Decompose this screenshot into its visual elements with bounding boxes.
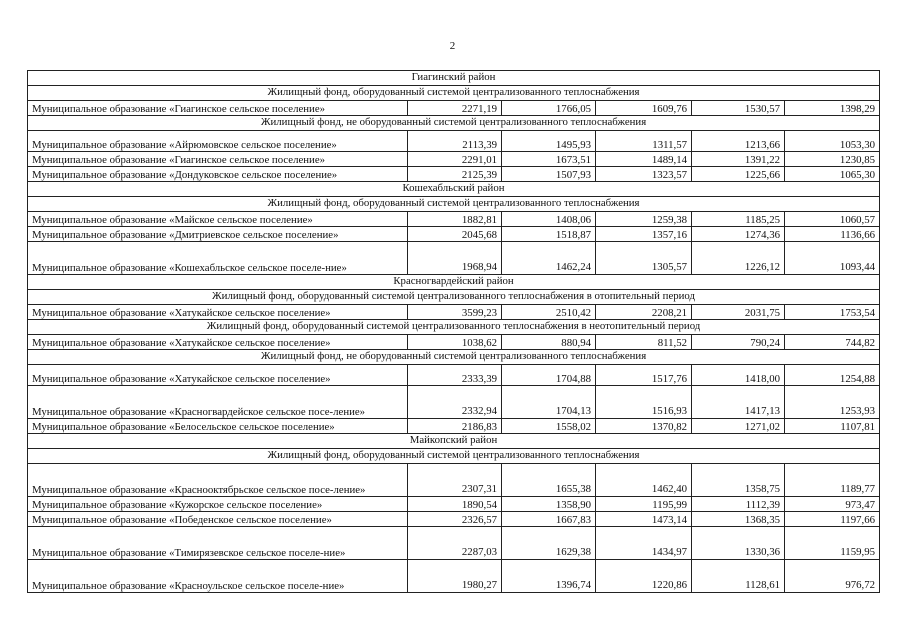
section-heading-row — [28, 86, 880, 101]
value-cell-3: 1259,38 — [596, 212, 692, 227]
section-heading: Жилищный фонд, оборудованный системой централизованного теплоснабжения — [28, 197, 880, 212]
value-cell-1: 2113,39 — [408, 131, 502, 152]
value-cell-1: 1980,27 — [408, 560, 502, 593]
value-cell-5: 744,82 — [785, 335, 880, 350]
value-cell-1: 2307,31 — [408, 464, 502, 497]
table-row — [28, 527, 880, 560]
table-body — [28, 71, 880, 593]
value-cell-1: 2125,39 — [408, 167, 502, 182]
value-cell-4: 1358,75 — [692, 464, 785, 497]
value-cell-4: 2031,75 — [692, 305, 785, 320]
table-row — [28, 227, 880, 242]
value-cell-1: 2326,57 — [408, 512, 502, 527]
value-cell-5: 1254,88 — [785, 365, 880, 386]
section-heading-row — [28, 197, 880, 212]
value-cell-5: 1060,57 — [785, 212, 880, 227]
section-heading-row — [28, 290, 880, 305]
municipality-name-cell: Муниципальное образование «Хатукайское сельское поселение» — [28, 365, 408, 386]
municipality-name-cell: Муниципальное образование «Гиагинское сельское поселение» — [28, 101, 408, 116]
section-heading: Жилищный фонд, не оборудованный системой централизованного теплоснабжения — [28, 350, 880, 365]
value-cell-4: 1225,66 — [692, 167, 785, 182]
value-cell-4: 1271,02 — [692, 419, 785, 434]
value-cell-5: 1197,66 — [785, 512, 880, 527]
value-cell-2: 1667,83 — [502, 512, 596, 527]
value-cell-1: 2287,03 — [408, 527, 502, 560]
value-cell-3: 1195,99 — [596, 497, 692, 512]
value-cell-2: 1462,24 — [502, 242, 596, 275]
municipality-name-cell: Муниципальное образование «Кошехабльское сельское поселе-ние» — [28, 242, 408, 275]
value-cell-5: 1065,30 — [785, 167, 880, 182]
value-cell-3: 1305,57 — [596, 242, 692, 275]
value-cell-1: 3599,23 — [408, 305, 502, 320]
value-cell-3: 1462,40 — [596, 464, 692, 497]
section-heading: Гиагинский район — [28, 71, 880, 86]
value-cell-4: 1274,36 — [692, 227, 785, 242]
value-cell-1: 2271,19 — [408, 101, 502, 116]
value-cell-2: 1408,06 — [502, 212, 596, 227]
table-row — [28, 131, 880, 152]
value-cell-5: 976,72 — [785, 560, 880, 593]
value-cell-2: 880,94 — [502, 335, 596, 350]
value-cell-1: 1038,62 — [408, 335, 502, 350]
value-cell-3: 811,52 — [596, 335, 692, 350]
value-cell-4: 1418,00 — [692, 365, 785, 386]
tariff-table — [27, 70, 880, 593]
section-heading-row — [28, 71, 880, 86]
table-row — [28, 212, 880, 227]
value-cell-3: 1489,14 — [596, 152, 692, 167]
value-cell-5: 1189,77 — [785, 464, 880, 497]
value-cell-3: 1311,57 — [596, 131, 692, 152]
value-cell-5: 973,47 — [785, 497, 880, 512]
section-heading: Майкопский район — [28, 434, 880, 449]
value-cell-1: 2186,83 — [408, 419, 502, 434]
value-cell-4: 1185,25 — [692, 212, 785, 227]
value-cell-5: 1230,85 — [785, 152, 880, 167]
table-row — [28, 464, 880, 497]
value-cell-4: 1213,66 — [692, 131, 785, 152]
value-cell-2: 1629,38 — [502, 527, 596, 560]
value-cell-2: 1358,90 — [502, 497, 596, 512]
value-cell-2: 1766,05 — [502, 101, 596, 116]
table-row — [28, 512, 880, 527]
value-cell-3: 1473,14 — [596, 512, 692, 527]
value-cell-4: 1330,36 — [692, 527, 785, 560]
table-row — [28, 305, 880, 320]
value-cell-3: 1370,82 — [596, 419, 692, 434]
municipality-name-cell: Муниципальное образование «Кужорское сельское поселение» — [28, 497, 408, 512]
table-row — [28, 242, 880, 275]
value-cell-4: 1368,35 — [692, 512, 785, 527]
municipality-name-cell: Муниципальное образование «Победенское сельское поселение» — [28, 512, 408, 527]
value-cell-5: 1093,44 — [785, 242, 880, 275]
value-cell-4: 790,24 — [692, 335, 785, 350]
table-row — [28, 419, 880, 434]
municipality-name-cell: Муниципальное образование «Хатукайское сельское поселение» — [28, 335, 408, 350]
value-cell-4: 1530,57 — [692, 101, 785, 116]
value-cell-2: 1704,88 — [502, 365, 596, 386]
page-number: 2 — [449, 40, 456, 52]
value-cell-1: 1890,54 — [408, 497, 502, 512]
municipality-name-cell: Муниципальное образование «Краснооктябрьское сельское посе-ление» — [28, 464, 408, 497]
value-cell-3: 1220,86 — [596, 560, 692, 593]
value-cell-3: 1516,93 — [596, 386, 692, 419]
section-heading: Жилищный фонд, оборудованный системой централизованного теплоснабжения — [28, 449, 880, 464]
value-cell-2: 2510,42 — [502, 305, 596, 320]
value-cell-2: 1655,38 — [502, 464, 596, 497]
value-cell-3: 1434,97 — [596, 527, 692, 560]
section-heading-row — [28, 320, 880, 335]
value-cell-4: 1128,61 — [692, 560, 785, 593]
value-cell-1: 1968,94 — [408, 242, 502, 275]
value-cell-2: 1495,93 — [502, 131, 596, 152]
municipality-name-cell: Муниципальное образование «Дондуковское сельское поселение» — [28, 167, 408, 182]
municipality-name-cell: Муниципальное образование «Айрюмовское сельское поселение» — [28, 131, 408, 152]
section-heading: Жилищный фонд, оборудованный системой централизованного теплоснабжения в неотопительный период — [28, 320, 880, 335]
value-cell-3: 1323,57 — [596, 167, 692, 182]
value-cell-2: 1704,13 — [502, 386, 596, 419]
value-cell-2: 1507,93 — [502, 167, 596, 182]
municipality-name-cell: Муниципальное образование «Белосельское сельское поселение» — [28, 419, 408, 434]
value-cell-4: 1417,13 — [692, 386, 785, 419]
value-cell-5: 1053,30 — [785, 131, 880, 152]
value-cell-3: 1517,76 — [596, 365, 692, 386]
table-row — [28, 386, 880, 419]
section-heading-row — [28, 449, 880, 464]
table-row — [28, 101, 880, 116]
municipality-name-cell: Муниципальное образование «Тимирязевское сельское поселе-ние» — [28, 527, 408, 560]
section-heading-row — [28, 275, 880, 290]
section-heading-row — [28, 182, 880, 197]
municipality-name-cell: Муниципальное образование «Майское сельское поселение» — [28, 212, 408, 227]
value-cell-4: 1391,22 — [692, 152, 785, 167]
value-cell-2: 1673,51 — [502, 152, 596, 167]
section-heading: Жилищный фонд, оборудованный системой централизованного теплоснабжения в отопительный период — [28, 290, 880, 305]
municipality-name-cell: Муниципальное образование «Красноульское сельское поселе-ние» — [28, 560, 408, 593]
section-heading: Кошехабльский район — [28, 182, 880, 197]
value-cell-3: 1609,76 — [596, 101, 692, 116]
value-cell-3: 2208,21 — [596, 305, 692, 320]
table-row — [28, 560, 880, 593]
table-row — [28, 335, 880, 350]
value-cell-2: 1558,02 — [502, 419, 596, 434]
value-cell-5: 1159,95 — [785, 527, 880, 560]
value-cell-1: 2332,94 — [408, 386, 502, 419]
value-cell-1: 2333,39 — [408, 365, 502, 386]
section-heading-row — [28, 350, 880, 365]
value-cell-2: 1518,87 — [502, 227, 596, 242]
table-row — [28, 365, 880, 386]
value-cell-5: 1136,66 — [785, 227, 880, 242]
value-cell-4: 1112,39 — [692, 497, 785, 512]
value-cell-2: 1396,74 — [502, 560, 596, 593]
section-heading: Красногвардейский район — [28, 275, 880, 290]
section-heading: Жилищный фонд, оборудованный системой централизованного теплоснабжения — [28, 86, 880, 101]
municipality-name-cell: Муниципальное образование «Хатукайское сельское поселение» — [28, 305, 408, 320]
section-heading: Жилищный фонд, не оборудованный системой централизованного теплоснабжения — [28, 116, 880, 131]
value-cell-4: 1226,12 — [692, 242, 785, 275]
value-cell-5: 1107,81 — [785, 419, 880, 434]
municipality-name-cell: Муниципальное образование «Красногвардейское сельское посе-ление» — [28, 386, 408, 419]
value-cell-1: 1882,81 — [408, 212, 502, 227]
value-cell-5: 1253,93 — [785, 386, 880, 419]
section-heading-row — [28, 434, 880, 449]
municipality-name-cell: Муниципальное образование «Дмитриевское сельское поселение» — [28, 227, 408, 242]
value-cell-1: 2291,01 — [408, 152, 502, 167]
municipality-name-cell: Муниципальное образование «Гиагинское сельское поселение» — [28, 152, 408, 167]
table-row — [28, 497, 880, 512]
value-cell-5: 1753,54 — [785, 305, 880, 320]
value-cell-1: 2045,68 — [408, 227, 502, 242]
table-row — [28, 167, 880, 182]
value-cell-5: 1398,29 — [785, 101, 880, 116]
table-row — [28, 152, 880, 167]
value-cell-3: 1357,16 — [596, 227, 692, 242]
section-heading-row — [28, 116, 880, 131]
